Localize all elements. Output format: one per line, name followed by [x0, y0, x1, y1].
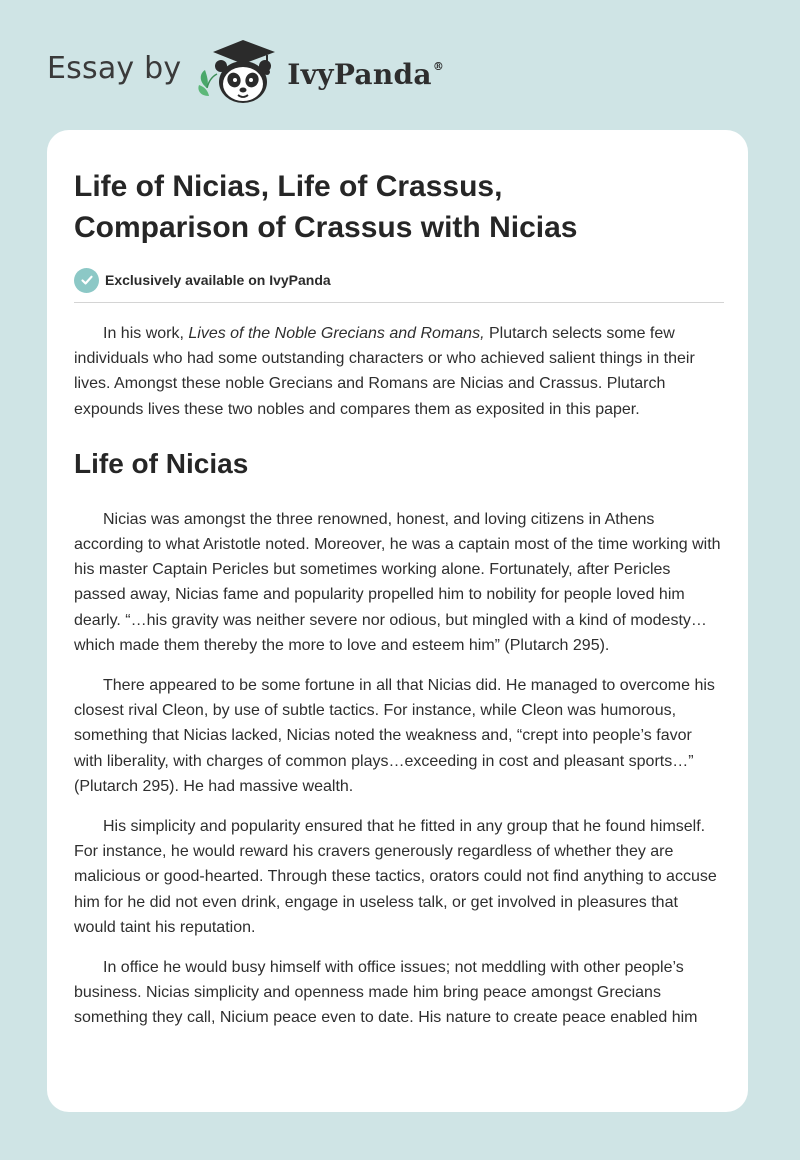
essay-content [74, 166, 724, 1031]
exclusive-label: Exclusively available on IvyPanda [105, 272, 331, 288]
registered-mark: ® [432, 60, 445, 74]
brand-name[interactable]: IvyPanda® [287, 57, 445, 91]
panda-graduate-logo-icon[interactable] [195, 36, 287, 108]
essay-title [74, 166, 724, 248]
essay-card [47, 130, 748, 1112]
exclusive-badge [74, 267, 724, 293]
essay-title-line-1: Life of Nicias, Life of Crassus, [74, 170, 503, 203]
body-paragraph: His simplicity and popularity ensured that he fitted in any group that he found himself. For instance, he would reward his cravers generously regardless of whether they are malicious or good-hearted. Through these tactics, orators could not find anything to accuse him for he did not even drink, engage in useless talk, or get involved in pleasures that would taint his reputation. [74, 818, 717, 936]
check-icon [74, 268, 99, 293]
body-paragraph: Nicias was amongst the three renowned, honest, and loving citizens in Athens according to what Aristotle noted. Moreover, he was a captain most of the time working with his master Captain Pericles but sometimes working alone. Fortunately, after Pericles passed away, Nicias fame and popularity propelled him to nobility for people loved him dearly. “…his gravity was neither severe nor odious, but mingled with a kind of modesty…which made them thereby the more to love and esteem him” (Plutarch 295). [74, 510, 721, 654]
section-heading: Life of Nicias [74, 447, 249, 479]
book-title: Lives of the Noble Grecians and Romans, [188, 325, 485, 342]
intro-paragraph: In his work, Lives of the Noble Grecians and Romans, Plutarch selects some few individuals who had some outstanding characters or who achieved salient things in their lives. Amongst these noble Grecians and Romans are Nicias and Crassus. Plutarch expounds lives these two nobles and compares them as exposited in this paper. [74, 325, 695, 418]
divider [74, 302, 724, 303]
essay-title-line-2: Comparison of Crassus with Nicias [74, 211, 578, 244]
body-paragraph: There appeared to be some fortune in all that Nicias did. He managed to overcome his closest rival Cleon, by use of subtle tactics. For instance, while Cleon was humorous, something that Nicias lacked, Nicias noted the weakness and, “crept into people’s favor with liberality, with charges of common plays…exceeding in cost and pleasant sports…” (Plutarch 295). He had massive wealth. [74, 677, 715, 795]
essay-by-label: Essay by [47, 50, 182, 86]
body-paragraph: In office he would busy himself with office issues; not meddling with other people’s business. Nicias simplicity and openness made him bring peace amongst Grecians something they call, Nicium peace even to date. His nature to create peace enabled him [74, 959, 698, 1027]
site-header [47, 36, 444, 108]
